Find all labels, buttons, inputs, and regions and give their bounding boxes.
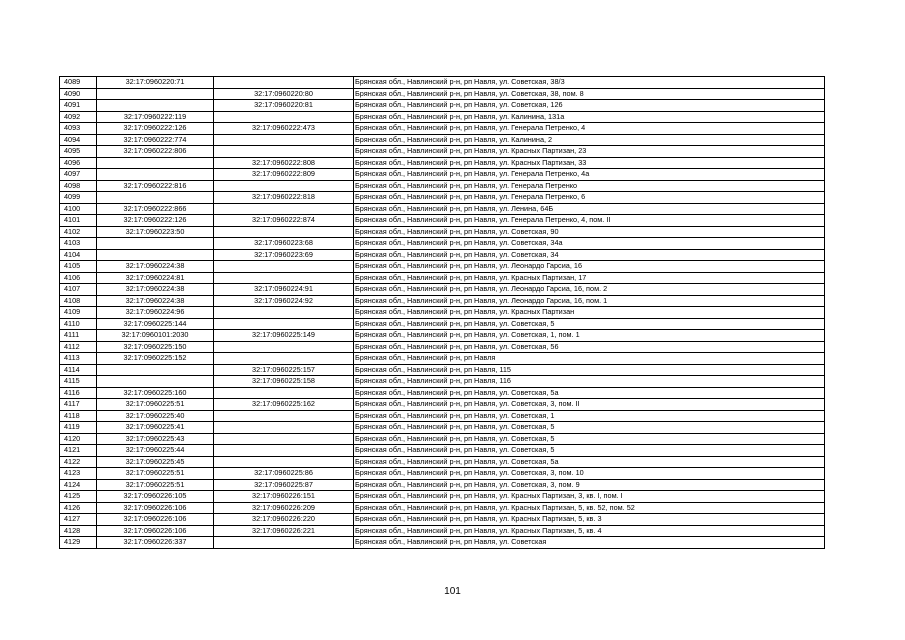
cell-cadastral-number-2 bbox=[214, 272, 354, 284]
cell-number: 4120 bbox=[60, 433, 97, 445]
cell-cadastral-number-2: 32:17:0960222:808 bbox=[214, 157, 354, 169]
cell-cadastral-number-2 bbox=[214, 318, 354, 330]
table-row bbox=[60, 203, 825, 215]
cell-address: Брянская обл., Навлинский р-н, рп Навля, ул. Советская, 56 bbox=[354, 341, 825, 353]
cell-cadastral-number: 32:17:0960225:51 bbox=[97, 468, 214, 480]
cell-cadastral-number-2: 32:17:0960222:473 bbox=[214, 123, 354, 135]
cell-cadastral-number: 32:17:0960225:144 bbox=[97, 318, 214, 330]
cell-cadastral-number-2: 32:17:0960223:68 bbox=[214, 238, 354, 250]
cell-cadastral-number: 32:17:0960225:41 bbox=[97, 422, 214, 434]
table-row bbox=[60, 387, 825, 399]
cell-cadastral-number-2: 32:17:0960226:220 bbox=[214, 514, 354, 526]
cell-cadastral-number-2: 32:17:0960224:92 bbox=[214, 295, 354, 307]
cell-cadastral-number-2 bbox=[214, 111, 354, 123]
table-row bbox=[60, 169, 825, 181]
cell-cadastral-number-2: 32:17:0960224:91 bbox=[214, 284, 354, 296]
cell-cadastral-number-2 bbox=[214, 387, 354, 399]
cell-number: 4124 bbox=[60, 479, 97, 491]
cell-cadastral-number: 32:17:0960225:40 bbox=[97, 410, 214, 422]
cell-address: Брянская обл., Навлинский р-н, рп Навля, ул. Советская, 5 bbox=[354, 445, 825, 457]
cell-number: 4093 bbox=[60, 123, 97, 135]
cell-cadastral-number: 32:17:0960226:106 bbox=[97, 502, 214, 514]
cell-number: 4128 bbox=[60, 525, 97, 537]
cell-address: Брянская обл., Навлинский р-н, рп Навля, 115 bbox=[354, 364, 825, 376]
cell-number: 4110 bbox=[60, 318, 97, 330]
table-row bbox=[60, 249, 825, 261]
cell-address: Брянская обл., Навлинский р-н, рп Навля, ул. Советская, 5 bbox=[354, 433, 825, 445]
cell-cadastral-number: 32:17:0960222:126 bbox=[97, 123, 214, 135]
cell-address: Брянская обл., Навлинский р-н, рп Навля, ул. Советская, 5а bbox=[354, 387, 825, 399]
cell-number: 4113 bbox=[60, 353, 97, 365]
cell-cadastral-number-2: 32:17:0960225:158 bbox=[214, 376, 354, 388]
cell-cadastral-number-2: 32:17:0960223:69 bbox=[214, 249, 354, 261]
table-row bbox=[60, 284, 825, 296]
cell-number: 4106 bbox=[60, 272, 97, 284]
cell-cadastral-number: 32:17:0960225:51 bbox=[97, 479, 214, 491]
cell-address: Брянская обл., Навлинский р-н, рп Навля, ул. Калинина, 131а bbox=[354, 111, 825, 123]
cell-cadastral-number: 32:17:0960224:81 bbox=[97, 272, 214, 284]
table-row bbox=[60, 502, 825, 514]
cell-number: 4107 bbox=[60, 284, 97, 296]
cell-number: 4111 bbox=[60, 330, 97, 342]
cell-number: 4123 bbox=[60, 468, 97, 480]
table-row bbox=[60, 215, 825, 227]
cell-number: 4091 bbox=[60, 100, 97, 112]
cell-address: Брянская обл., Навлинский р-н, рп Навля, ул. Красных Партизан, 3, кв. I, пом. I bbox=[354, 491, 825, 503]
cell-number: 4097 bbox=[60, 169, 97, 181]
cell-cadastral-number: 32:17:0960224:38 bbox=[97, 295, 214, 307]
table-row bbox=[60, 77, 825, 89]
cell-number: 4096 bbox=[60, 157, 97, 169]
cell-cadastral-number bbox=[97, 192, 214, 204]
table-row bbox=[60, 491, 825, 503]
cell-number: 4115 bbox=[60, 376, 97, 388]
cell-cadastral-number: 32:17:0960225:150 bbox=[97, 341, 214, 353]
cell-cadastral-number-2: 32:17:0960226:209 bbox=[214, 502, 354, 514]
cell-address: Брянская обл., Навлинский р-н, рп Навля bbox=[354, 353, 825, 365]
cell-cadastral-number: 32:17:0960222:816 bbox=[97, 180, 214, 192]
cell-cadastral-number-2: 32:17:0960222:818 bbox=[214, 192, 354, 204]
cell-cadastral-number-2 bbox=[214, 226, 354, 238]
cell-address: Брянская обл., Навлинский р-н, рп Навля, ул. Советская bbox=[354, 537, 825, 549]
cell-cadastral-number: 32:17:0960224:38 bbox=[97, 284, 214, 296]
cell-cadastral-number-2: 32:17:0960225:86 bbox=[214, 468, 354, 480]
cell-cadastral-number: 32:17:0960224:96 bbox=[97, 307, 214, 319]
cell-address: Брянская обл., Навлинский р-н, рп Навля, ул. Советская, 3, пом. 10 bbox=[354, 468, 825, 480]
table-row bbox=[60, 111, 825, 123]
cell-cadastral-number bbox=[97, 238, 214, 250]
cell-cadastral-number bbox=[97, 376, 214, 388]
cell-number: 4103 bbox=[60, 238, 97, 250]
cell-cadastral-number: 32:17:0960226:105 bbox=[97, 491, 214, 503]
cell-number: 4092 bbox=[60, 111, 97, 123]
cell-cadastral-number-2 bbox=[214, 341, 354, 353]
cell-cadastral-number: 32:17:0960220:71 bbox=[97, 77, 214, 89]
cell-cadastral-number: 32:17:0960222:866 bbox=[97, 203, 214, 215]
cell-cadastral-number-2 bbox=[214, 203, 354, 215]
cell-cadastral-number-2 bbox=[214, 445, 354, 457]
cell-number: 4101 bbox=[60, 215, 97, 227]
cell-address: Брянская обл., Навлинский р-н, рп Навля, ул. Генерала Петренко bbox=[354, 180, 825, 192]
table-row bbox=[60, 318, 825, 330]
cell-cadastral-number-2 bbox=[214, 307, 354, 319]
table-row bbox=[60, 295, 825, 307]
cell-cadastral-number-2 bbox=[214, 146, 354, 158]
cell-cadastral-number-2: 32:17:0960225:162 bbox=[214, 399, 354, 411]
cell-address: Брянская обл., Навлинский р-н, рп Навля, ул. Леонардо Гарсиа, 16, пом. 2 bbox=[354, 284, 825, 296]
cell-address: Брянская обл., Навлинский р-н, рп Навля, ул. Советская, 126 bbox=[354, 100, 825, 112]
table-row bbox=[60, 157, 825, 169]
cell-number: 4126 bbox=[60, 502, 97, 514]
cell-number: 4104 bbox=[60, 249, 97, 261]
cell-cadastral-number: 32:17:0960223:50 bbox=[97, 226, 214, 238]
registry-table-body bbox=[60, 77, 825, 549]
cell-number: 4122 bbox=[60, 456, 97, 468]
cell-cadastral-number: 32:17:0960224:38 bbox=[97, 261, 214, 273]
cell-cadastral-number-2: 32:17:0960225:87 bbox=[214, 479, 354, 491]
cell-address: Брянская обл., Навлинский р-н, рп Навля, ул. Красных Партизан, 23 bbox=[354, 146, 825, 158]
cell-cadastral-number: 32:17:0960226:106 bbox=[97, 514, 214, 526]
cell-cadastral-number bbox=[97, 169, 214, 181]
cell-cadastral-number: 32:17:0960225:43 bbox=[97, 433, 214, 445]
cell-number: 4118 bbox=[60, 410, 97, 422]
cell-address: Брянская обл., Навлинский р-н, рп Навля, ул. Генерала Петренко, 4а bbox=[354, 169, 825, 181]
cell-cadastral-number-2 bbox=[214, 433, 354, 445]
cell-cadastral-number-2 bbox=[214, 261, 354, 273]
cell-cadastral-number: 32:17:0960222:126 bbox=[97, 215, 214, 227]
cell-cadastral-number-2 bbox=[214, 537, 354, 549]
table-row bbox=[60, 100, 825, 112]
cell-cadastral-number-2: 32:17:0960225:149 bbox=[214, 330, 354, 342]
cell-cadastral-number-2 bbox=[214, 77, 354, 89]
cell-cadastral-number: 32:17:0960226:337 bbox=[97, 537, 214, 549]
cell-cadastral-number: 32:17:0960222:774 bbox=[97, 134, 214, 146]
cell-number: 4116 bbox=[60, 387, 97, 399]
cell-cadastral-number: 32:17:0960222:119 bbox=[97, 111, 214, 123]
cell-cadastral-number-2 bbox=[214, 180, 354, 192]
table-row bbox=[60, 330, 825, 342]
cell-number: 4125 bbox=[60, 491, 97, 503]
table-row bbox=[60, 479, 825, 491]
table-row bbox=[60, 445, 825, 457]
cell-address: Брянская обл., Навлинский р-н, рп Навля, ул. Советская, 90 bbox=[354, 226, 825, 238]
cell-number: 4129 bbox=[60, 537, 97, 549]
table-row bbox=[60, 514, 825, 526]
table-row bbox=[60, 146, 825, 158]
cell-number: 4127 bbox=[60, 514, 97, 526]
cell-number: 4099 bbox=[60, 192, 97, 204]
table-row bbox=[60, 468, 825, 480]
table-row bbox=[60, 456, 825, 468]
cell-cadastral-number: 32:17:0960101:2030 bbox=[97, 330, 214, 342]
table-row bbox=[60, 364, 825, 376]
cell-address: Брянская обл., Навлинский р-н, рп Навля, ул. Леонардо Гарсиа, 16, пом. 1 bbox=[354, 295, 825, 307]
cell-cadastral-number-2: 32:17:0960222:809 bbox=[214, 169, 354, 181]
table-row bbox=[60, 261, 825, 273]
cell-cadastral-number bbox=[97, 364, 214, 376]
table-row bbox=[60, 180, 825, 192]
cell-address: Брянская обл., Навлинский р-н, рп Навля, ул. Советская, 1 bbox=[354, 410, 825, 422]
table-row bbox=[60, 123, 825, 135]
cell-number: 4109 bbox=[60, 307, 97, 319]
cell-number: 4108 bbox=[60, 295, 97, 307]
cell-address: Брянская обл., Навлинский р-н, рп Навля, ул. Советская, 5 bbox=[354, 318, 825, 330]
table-row bbox=[60, 272, 825, 284]
table-row bbox=[60, 307, 825, 319]
table-row bbox=[60, 422, 825, 434]
table-row bbox=[60, 537, 825, 549]
table-row bbox=[60, 353, 825, 365]
registry-table bbox=[59, 76, 825, 549]
cell-address: Брянская обл., Навлинский р-н, рп Навля, ул. Советская, 3, пом. 9 bbox=[354, 479, 825, 491]
cell-address: Брянская обл., Навлинский р-н, рп Навля, ул. Леонардо Гарсиа, 16 bbox=[354, 261, 825, 273]
cell-cadastral-number-2 bbox=[214, 410, 354, 422]
table-row bbox=[60, 341, 825, 353]
cell-cadastral-number: 32:17:0960225:160 bbox=[97, 387, 214, 399]
cell-cadastral-number: 32:17:0960225:51 bbox=[97, 399, 214, 411]
cell-address: Брянская обл., Навлинский р-н, рп Навля, ул. Советская, 34а bbox=[354, 238, 825, 250]
cell-number: 4094 bbox=[60, 134, 97, 146]
cell-cadastral-number-2: 32:17:0960220:81 bbox=[214, 100, 354, 112]
cell-address: Брянская обл., Навлинский р-н, рп Навля, ул. Калинина, 2 bbox=[354, 134, 825, 146]
cell-address: Брянская обл., Навлинский р-н, рп Навля, ул. Красных Партизан, 17 bbox=[354, 272, 825, 284]
cell-cadastral-number bbox=[97, 249, 214, 261]
cell-number: 4121 bbox=[60, 445, 97, 457]
cell-cadastral-number-2: 32:17:0960220:80 bbox=[214, 88, 354, 100]
cell-number: 4105 bbox=[60, 261, 97, 273]
cell-number: 4095 bbox=[60, 146, 97, 158]
page-number: 101 bbox=[444, 586, 461, 597]
cell-cadastral-number: 32:17:0960225:45 bbox=[97, 456, 214, 468]
table-row bbox=[60, 399, 825, 411]
cell-address: Брянская обл., Навлинский р-н, рп Навля, ул. Советская, 38/3 bbox=[354, 77, 825, 89]
cell-address: Брянская обл., Навлинский р-н, рп Навля, ул. Генерала Петренко, 4 bbox=[354, 123, 825, 135]
cell-number: 4100 bbox=[60, 203, 97, 215]
cell-cadastral-number: 32:17:0960222:806 bbox=[97, 146, 214, 158]
cell-address: Брянская обл., Навлинский р-н, рп Навля, ул. Красных Партизан bbox=[354, 307, 825, 319]
table-row bbox=[60, 226, 825, 238]
table-row bbox=[60, 376, 825, 388]
cell-address: Брянская обл., Навлинский р-н, рп Навля, ул. Ленина, 64Б bbox=[354, 203, 825, 215]
cell-address: Брянская обл., Навлинский р-н, рп Навля, ул. Генерала Петренко, 6 bbox=[354, 192, 825, 204]
cell-cadastral-number: 32:17:0960226:106 bbox=[97, 525, 214, 537]
cell-number: 4102 bbox=[60, 226, 97, 238]
cell-address: Брянская обл., Навлинский р-н, рп Навля, ул. Советская, 5а bbox=[354, 456, 825, 468]
table-row bbox=[60, 192, 825, 204]
cell-address: Брянская обл., Навлинский р-н, рп Навля, ул. Красных Партизан, 5, кв. 3 bbox=[354, 514, 825, 526]
cell-address: Брянская обл., Навлинский р-н, рп Навля, ул. Советская, 5 bbox=[354, 422, 825, 434]
cell-address: Брянская обл., Навлинский р-н, рп Навля, ул. Генерала Петренко, 4, пом. II bbox=[354, 215, 825, 227]
cell-address: Брянская обл., Навлинский р-н, рп Навля, ул. Красных Партизан, 33 bbox=[354, 157, 825, 169]
cell-number: 4114 bbox=[60, 364, 97, 376]
cell-cadastral-number: 32:17:0960225:152 bbox=[97, 353, 214, 365]
cell-cadastral-number-2 bbox=[214, 456, 354, 468]
table-row bbox=[60, 134, 825, 146]
cell-number: 4089 bbox=[60, 77, 97, 89]
cell-address: Брянская обл., Навлинский р-н, рп Навля, ул. Советская, 38, пом. 8 bbox=[354, 88, 825, 100]
table-row bbox=[60, 525, 825, 537]
cell-cadastral-number-2: 32:17:0960222:874 bbox=[214, 215, 354, 227]
cell-cadastral-number-2 bbox=[214, 134, 354, 146]
cell-cadastral-number bbox=[97, 157, 214, 169]
cell-cadastral-number bbox=[97, 100, 214, 112]
table-row bbox=[60, 88, 825, 100]
table-row bbox=[60, 433, 825, 445]
cell-cadastral-number-2 bbox=[214, 353, 354, 365]
cell-address: Брянская обл., Навлинский р-н, рп Навля, ул. Советская, 34 bbox=[354, 249, 825, 261]
cell-number: 4117 bbox=[60, 399, 97, 411]
cell-cadastral-number-2: 32:17:0960225:157 bbox=[214, 364, 354, 376]
table-row bbox=[60, 410, 825, 422]
cell-cadastral-number bbox=[97, 88, 214, 100]
cell-address: Брянская обл., Навлинский р-н, рп Навля, ул. Красных Партизан, 5, кв. 4 bbox=[354, 525, 825, 537]
cell-cadastral-number-2: 32:17:0960226:151 bbox=[214, 491, 354, 503]
cell-number: 4112 bbox=[60, 341, 97, 353]
cell-address: Брянская обл., Навлинский р-н, рп Навля, ул. Советская, 1, пом. 1 bbox=[354, 330, 825, 342]
cell-address: Брянская обл., Навлинский р-н, рп Навля, ул. Красных Партизан, 5, кв. 52, пом. 52 bbox=[354, 502, 825, 514]
cell-number: 4098 bbox=[60, 180, 97, 192]
cell-cadastral-number-2 bbox=[214, 422, 354, 434]
cell-cadastral-number: 32:17:0960225:44 bbox=[97, 445, 214, 457]
cell-number: 4119 bbox=[60, 422, 97, 434]
cell-address: Брянская обл., Навлинский р-н, рп Навля, ул. Советская, 3, пом. II bbox=[354, 399, 825, 411]
cell-cadastral-number-2: 32:17:0960226:221 bbox=[214, 525, 354, 537]
cell-address: Брянская обл., Навлинский р-н, рп Навля, 116 bbox=[354, 376, 825, 388]
table-row bbox=[60, 238, 825, 250]
cell-number: 4090 bbox=[60, 88, 97, 100]
